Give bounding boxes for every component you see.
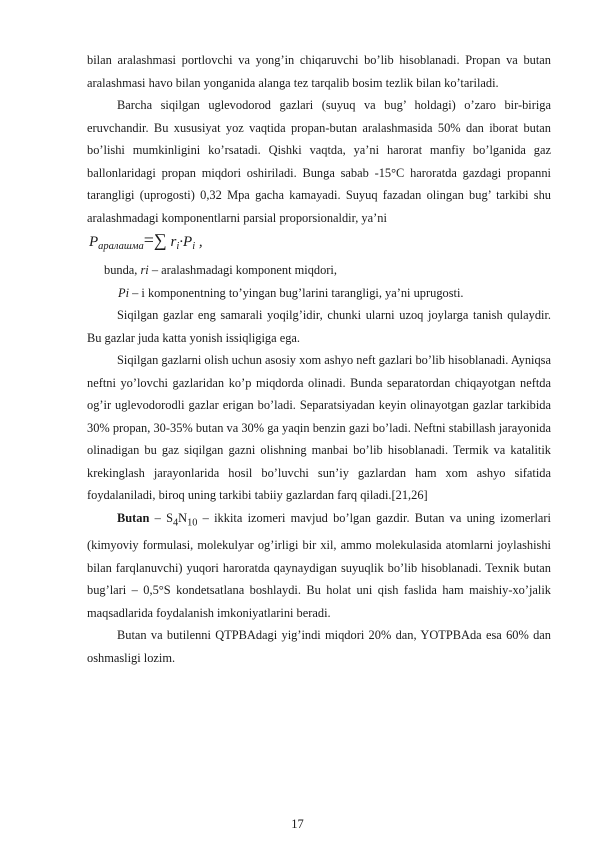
formula-tail: , <box>195 234 203 250</box>
page-body <box>87 49 551 669</box>
definition-ri <box>87 259 551 282</box>
formula-lhs-subscript: аралашма <box>98 241 144 252</box>
definition-ri-prefix: bunda, <box>104 263 141 277</box>
paragraph-compressed-gases: Siqilgan gazlar eng samarali yoqilg’idir, chunki ularni uzoq joylarga tanish qulaydir. Bu gazlar juda katta yonish issiqligiga ega. <box>87 308 551 345</box>
butane-formula-mid: N <box>178 510 188 525</box>
formula-lhs: P <box>89 234 99 250</box>
butane-formula-prefix: – S <box>149 510 173 525</box>
definition-ri-symbol: ri <box>140 263 149 277</box>
formula-r-subscript: i <box>176 241 180 252</box>
formula-equals: = <box>143 230 154 250</box>
paragraph-solubility: Barcha siqilgan uglevodorod gazlari (suyuq va bug’ holdagi) o’zaro bir-biriga eruvchandir. Bu xususiyat yoz vaqtida propan-butan aralashmasida 50% dan iborat butan bo’lishi mumkinligini ko’rsatadi. Qishki vaqtda, ya’ni harorat manfiy bo’lganida gaz ballonlaridagi propan miqdori oshiriladi. Bunga sabab -15°C haroratda gazdagi propanni tarangligi (uprogosti) 0,32 Mpa gacha kamayadi. Suyuq fazadan olingan bug’ tarkibi shu aralashmadagi komponentlarni parsial proporsionaldir, ya’ni <box>87 98 551 225</box>
formula-p-subscript: i <box>192 241 196 252</box>
paragraph-raw-materials: Siqilgan gazlarni olish uchun asosiy xom ashyo neft gazlari bo’lib hisoblanadi. Ayniqsa neftni yo’lovchi gazlaridan ko’p miqdorda olinadi. Bunda separatordan chiqayotgan neftda og’ir uglevodorodli gazlar erigan bo’ladi. Separatsiyadan keyin olinayotgan gazlar tarkibida 30% propan, 30-35% butan va 30% ga yaqin benzin gazi bo’ladi. Neftni stabillash jarayonida olinadigan bu gaz siqilgan gazni olishning manbai bo’lib hisoblanadi. Termik va katalitik krekinglash jarayonlarida hosil bo’luvchi sun’iy gazlardan ham xom ashyo sifatida foydalaniladi, biroq uning tarkibi tabiiy gazlardan farq qiladi.[21,26] <box>87 353 551 502</box>
definition-ri-text: – aralashmadagi komponent miqdori, <box>148 263 337 277</box>
butane-term: Butan <box>117 510 150 525</box>
definition-pi <box>87 282 551 305</box>
butane-paragraph-text: – ikkita izomeri mavjud bo’lgan gazdir. Butan va uning izomerlari (kimyoviy formulasi, molekulyar og’irligi bir xil, ammo molekulasida atomlarni joylashishi bilan farqlanuvchi) yuqori haroratda qaynaydigan suyuqlik bo’lib hisoblanadi. Texnik butan bug’lari – 0,5°S kondetsatlana boshlaydi. Bu holat uni qish faslida ham maishiy-xo’jalik maqsadlarida foydalanish imkoniyatlarini beradi. <box>87 510 551 620</box>
page-number: 17 <box>291 817 304 831</box>
definition-pi-symbol: Pi <box>118 285 130 300</box>
paragraph-butane <box>87 507 551 625</box>
butane-formula-sub1: 4 <box>172 516 179 528</box>
formula-r: r <box>170 234 177 250</box>
paragraph-continuation: bilan aralashmasi portlovchi va yong’in chiqaruvchi bo’lib hisoblanadi. Propan va butan aralashmasi havo bilan yonganida alanga tez tarqalib bosim tezlik bilan ko’tariladi. <box>87 53 551 90</box>
formula-p: P <box>183 234 193 250</box>
paragraph-butylene-limit: Butan va butilenni QTPBAdagi yig’indi miqdori 20% dan, YOTPBAda esa 60% dan oshmasligi lozim. <box>87 628 551 665</box>
definition-pi-text: – i komponentning to’yingan bug’larini tarangligi, ya’ni uprugosti. <box>129 285 464 300</box>
partial-pressure-formula <box>89 229 551 259</box>
formula-sum-symbol: ∑ <box>153 230 167 250</box>
butane-formula-sub2: 10 <box>187 516 198 528</box>
formula-dot: · <box>179 234 184 250</box>
